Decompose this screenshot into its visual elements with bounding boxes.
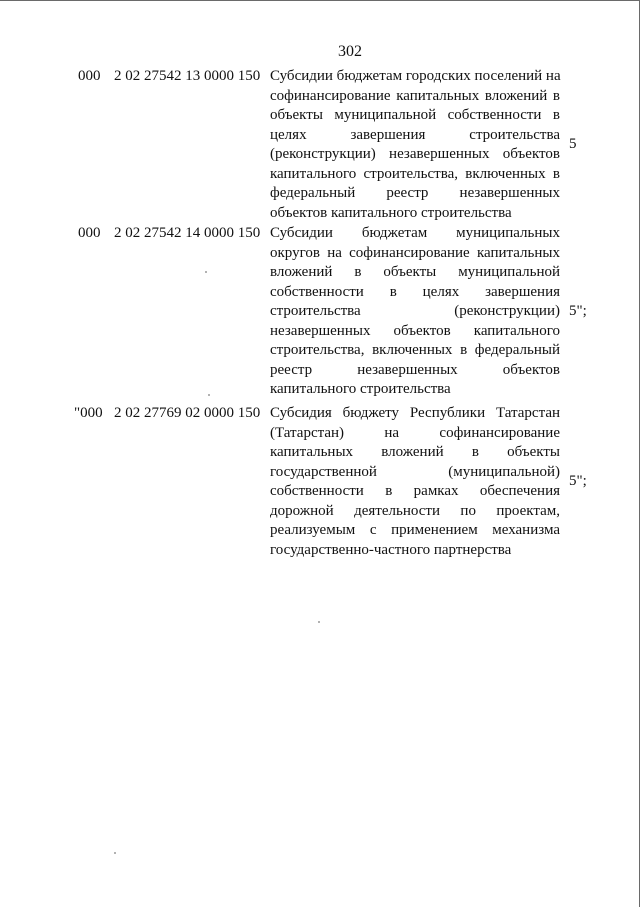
description-line: капитальных вложений в объекты (270, 444, 560, 460)
code-group (78, 67, 260, 87)
description-line: Субсидии бюджетам муниципальных (270, 225, 560, 241)
row-description (270, 224, 560, 400)
classification-code: 2 02 27769 02 0000 150 (114, 405, 261, 421)
description-line: (Татарстан) на софинансирование (270, 424, 560, 441)
admin-code: "000 (74, 405, 103, 421)
scan-speck (114, 852, 116, 854)
description-line: строительства (реконструкции) (270, 303, 560, 319)
description-line: реализуемым с применением механизма (270, 522, 560, 538)
description-line: объектов капитального строительства (270, 204, 512, 221)
scan-speck (205, 271, 207, 273)
description-line: строительства, включенных в федеральный (270, 342, 560, 358)
row-amount: 5"; (569, 473, 587, 489)
description-line: федеральный реестр незавершенных (270, 185, 560, 201)
description-line: целях завершения строительства (270, 126, 560, 143)
code-group (74, 404, 260, 424)
row-amount: 5 (569, 136, 577, 152)
description-line: (реконструкции) незавершенных объектов (270, 146, 560, 162)
description-line: капитального строительства (270, 381, 451, 397)
description-line: округов на софинансирование капитальных (270, 244, 560, 261)
classification-code: 2 02 27542 13 0000 150 (114, 68, 261, 84)
admin-code: 000 (78, 68, 101, 84)
description-line: капитального строительства, включенных в (270, 165, 560, 182)
description-line: вложений в объекты муниципальной (270, 264, 560, 280)
admin-code: 000 (78, 225, 101, 241)
description-line: софинансирование капитальных вложений в (270, 87, 560, 104)
description-line: Субсидии бюджетам городских поселений на (270, 68, 561, 84)
scan-speck (318, 621, 320, 623)
description-line: Субсидия бюджету Республики Татарстан (270, 405, 560, 421)
row-description (270, 67, 560, 223)
description-line: объекты муниципальной собственности в (270, 107, 560, 123)
page-number: 302 (338, 43, 362, 60)
classification-code: 2 02 27542 14 0000 150 (114, 225, 261, 241)
description-line: собственности в целях завершения (270, 283, 560, 300)
description-line: дорожной деятельности по проектам, (270, 502, 560, 519)
description-line: незавершенных объектов капитального (270, 322, 560, 339)
code-group (78, 224, 260, 244)
description-line: собственности в рамках обеспечения (270, 483, 560, 499)
description-line: государственной (муниципальной) (270, 463, 560, 480)
description-line: реестр незавершенных объектов (270, 361, 560, 378)
row-amount: 5"; (569, 303, 587, 319)
scan-speck (208, 394, 210, 396)
description-line: государственно-частного партнерства (270, 541, 512, 558)
row-description (270, 404, 560, 560)
